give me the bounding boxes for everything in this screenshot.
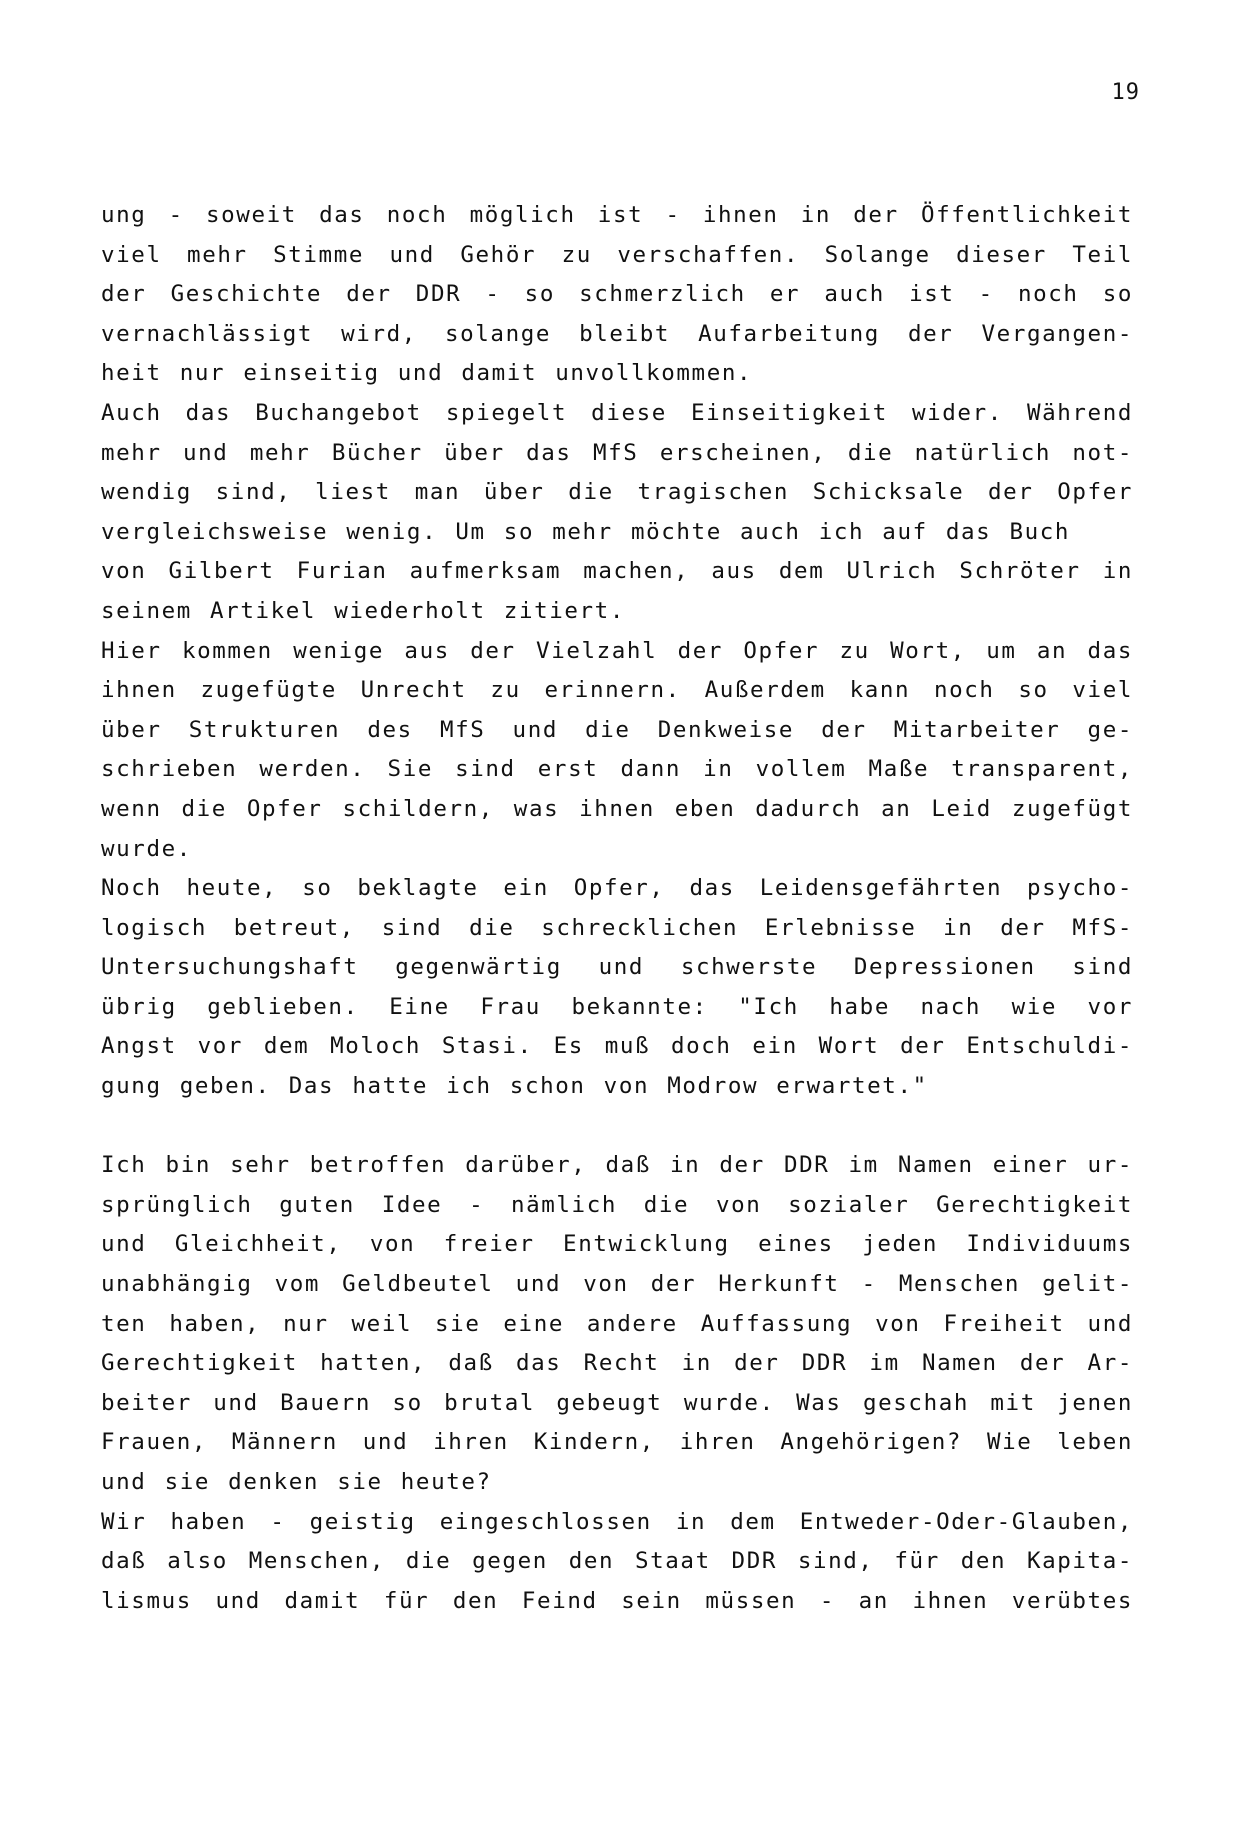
text-line: gung geben. Das hatte ich schon von Modrow erwartet." [101,1073,928,1100]
text-line: beiter und Bauern so brutal gebeugt wurde. Was geschah mit jenen [101,1389,1133,1416]
page-number: 19 [1111,80,1140,105]
text-line: seinem Artikel wiederholt zitiert. [101,597,625,624]
text-line: vernachlässigt wird, solange bleibt Aufarbeitung der Vergangen- [101,320,1133,347]
text-line: Untersuchungshaft gegenwärtig und schwerste Depressionen sind [101,954,1133,981]
text-line: Auch das Buchangebot spiegelt diese Einseitigkeit wider. Während [101,399,1133,426]
text-line: daß also Menschen, die gegen den Staat DDR sind, für den Kapita- [101,1548,1133,1575]
text-line: logisch betreut, sind die schrecklichen Erlebnisse in der MfS- [101,914,1133,941]
text-line: ihnen zugefügte Unrecht zu erinnern. Außerdem kann noch so viel [101,677,1133,704]
text-line: übrig geblieben. Eine Frau bekannte: "Ich habe nach wie vor [101,993,1133,1020]
text-line: sprünglich guten Idee - nämlich die von sozialer Gerechtigkeit [101,1191,1133,1218]
paragraph-spacer [101,1107,1133,1147]
text-line: Noch heute, so beklagte ein Opfer, das Leidensgefährten psycho- [101,875,1133,902]
text-line: lismus und damit für den Feind sein müssen - an ihnen verübtes [101,1587,1133,1614]
text-line: ten haben, nur weil sie eine andere Auffassung von Freiheit und [101,1310,1133,1337]
body-text [101,196,1133,1621]
text-line: Hier kommen wenige aus der Vielzahl der Opfer zu Wort, um an das [101,637,1133,664]
text-line: Frauen, Männern und ihren Kindern, ihren Angehörigen? Wie leben [101,1429,1133,1456]
text-line: Angst vor dem Moloch Stasi. Es muß doch ein Wort der Entschuldi- [101,1033,1133,1060]
text-line: heit nur einseitig und damit unvollkommen. [101,360,753,387]
text-line: der Geschichte der DDR - so schmerzlich er auch ist - noch so [101,281,1133,308]
text-line: Wir haben - geistig eingeschlossen in dem Entweder-Oder-Glauben, [101,1508,1133,1535]
text-line: Gerechtigkeit hatten, daß das Recht in der DDR im Namen der Ar- [101,1350,1133,1377]
text-line: schrieben werden. Sie sind erst dann in vollem Maße transparent, [101,756,1133,783]
text-line: viel mehr Stimme und Gehör zu verschaffen. Solange dieser Teil [101,241,1133,268]
text-line: Ich bin sehr betroffen darüber, daß in der DDR im Namen einer ur- [101,1152,1133,1179]
text-line: und Gleichheit, von freier Entwicklung eines jeden Individuums [101,1231,1133,1258]
text-line: vergleichsweise wenig. Um so mehr möchte auch ich auf das Buch [101,518,1071,545]
text-line: ung - soweit das noch möglich ist - ihnen in der Öffentlichkeit [101,202,1133,228]
text-line: wendig sind, liest man über die tragischen Schicksale der Opfer [101,479,1133,506]
text-line: und sie denken sie heute? [101,1469,492,1495]
text-line: mehr und mehr Bücher über das MfS erscheinen, die natürlich not- [101,439,1133,466]
text-line: wurde. [101,835,192,862]
text-line: unabhängig vom Geldbeutel und von der Herkunft - Menschen gelit- [101,1271,1133,1298]
text-line: wenn die Opfer schildern, was ihnen eben dadurch an Leid zugefügt [101,795,1133,822]
text-line: über Strukturen des MfS und die Denkweise der Mitarbeiter ge- [101,716,1133,743]
text-line: von Gilbert Furian aufmerksam machen, aus dem Ulrich Schröter in [101,558,1133,585]
